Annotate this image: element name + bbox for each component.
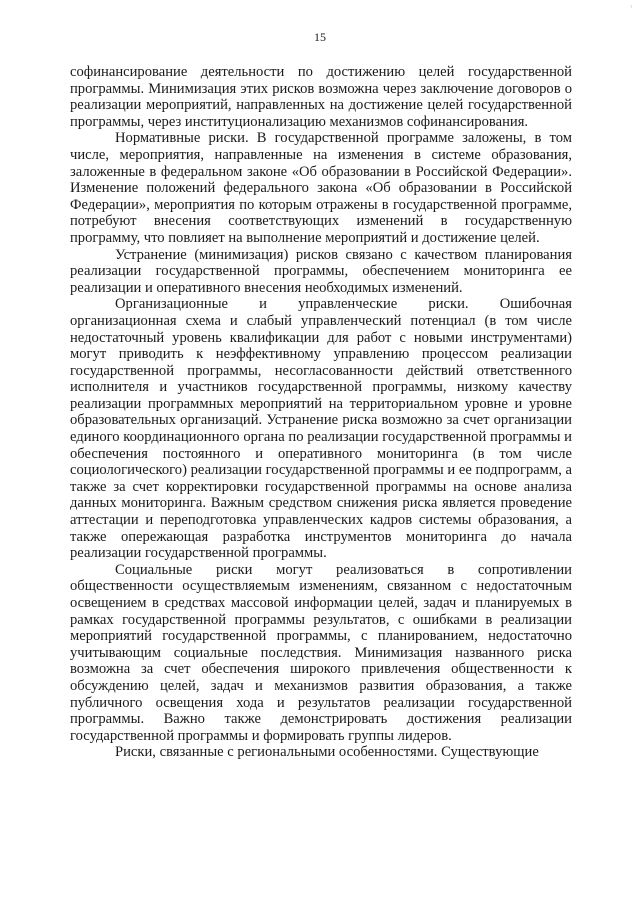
corner-mark: ' (630, 4, 632, 14)
page-number: 15 (314, 30, 326, 44)
paragraph-risk-mitigation: Устранение (минимизация) рисков связано с качеством планирования реализации государственной программы, обеспечением мониторинга ее реализации и оперативного внесения необходимых изменений. (70, 246, 572, 296)
paragraph-organizational-risks: Организационные и управленческие риски. Ошибочная организационная схема и слабый управленческий потенциал (в том числе недостаточный уровень квалификации для работ с новыми инструментами) могут приводить к неэффективному управлению процессом реализации государственной программы, несогласованности действий ответственного исполнителя и участников государственной программы, низкому качеству реализации программных мероприятий на территориальном уровне и уровне образовательных организаций. Устранение риска возможно за счет организации единого координационного органа по реализации государственной программы и обеспечения постоянного и оперативного мониторинга (в том числе социологического) реализации государственной программы и ее подпрограмм, а также за счет корректировки государственной программы на основе анализа данных мониторинга. Важным средством снижения риска является проведение аттестации и переподготовка управленческих кадров системы образования, а также опережающая разработка инструментов мониторинга до начала реализации государственной программы. (70, 296, 572, 562)
paragraph-regional-risks: Риски, связанные с региональными особенностями. Существующие (115, 744, 539, 761)
paragraph-cofinancing-continuation: софинансирование деятельности по достижению целей государственной программы. Минимизация этих рисков возможна через заключение договоров о реализации мероприятий, направленных на достижение целей государственной программы, через институционализацию механизмов софинансирования. (70, 64, 572, 130)
document-body (70, 64, 572, 761)
paragraph-normative-risks: Нормативные риски. В государственной программе заложены, в том числе, мероприятия, направленные на изменения в системе образования, заложенные в федеральном законе «Об образовании в Российской Федерации». Изменение положений федерального закона «Об образовании в Российской Федерации», мероприятия по которым отражены в государственной программе, потребуют внесения соответствующих изменений в государственную программу, что повлияет на выполнение мероприятий и достижение целей. (70, 130, 572, 246)
paragraph-social-risks: Социальные риски могут реализоваться в сопротивлении общественности осуществляемым изменениям, связанном с недостаточным освещением в средствах массовой информации целей, задач и планируемых в рамках государственной программы результатов, с ошибками в реализации мероприятий государственной программы, с планированием, недостаточно учитывающим социальные последствия. Минимизация названного риска возможна за счет обеспечения широкого привлечения общественности к обсуждению целей, задач и механизмов развития образования, а также публичного освещения хода и результатов реализации государственной программы. Важно также демонстрировать достижения реализации государственной программы и формировать группы лидеров. (70, 561, 572, 744)
